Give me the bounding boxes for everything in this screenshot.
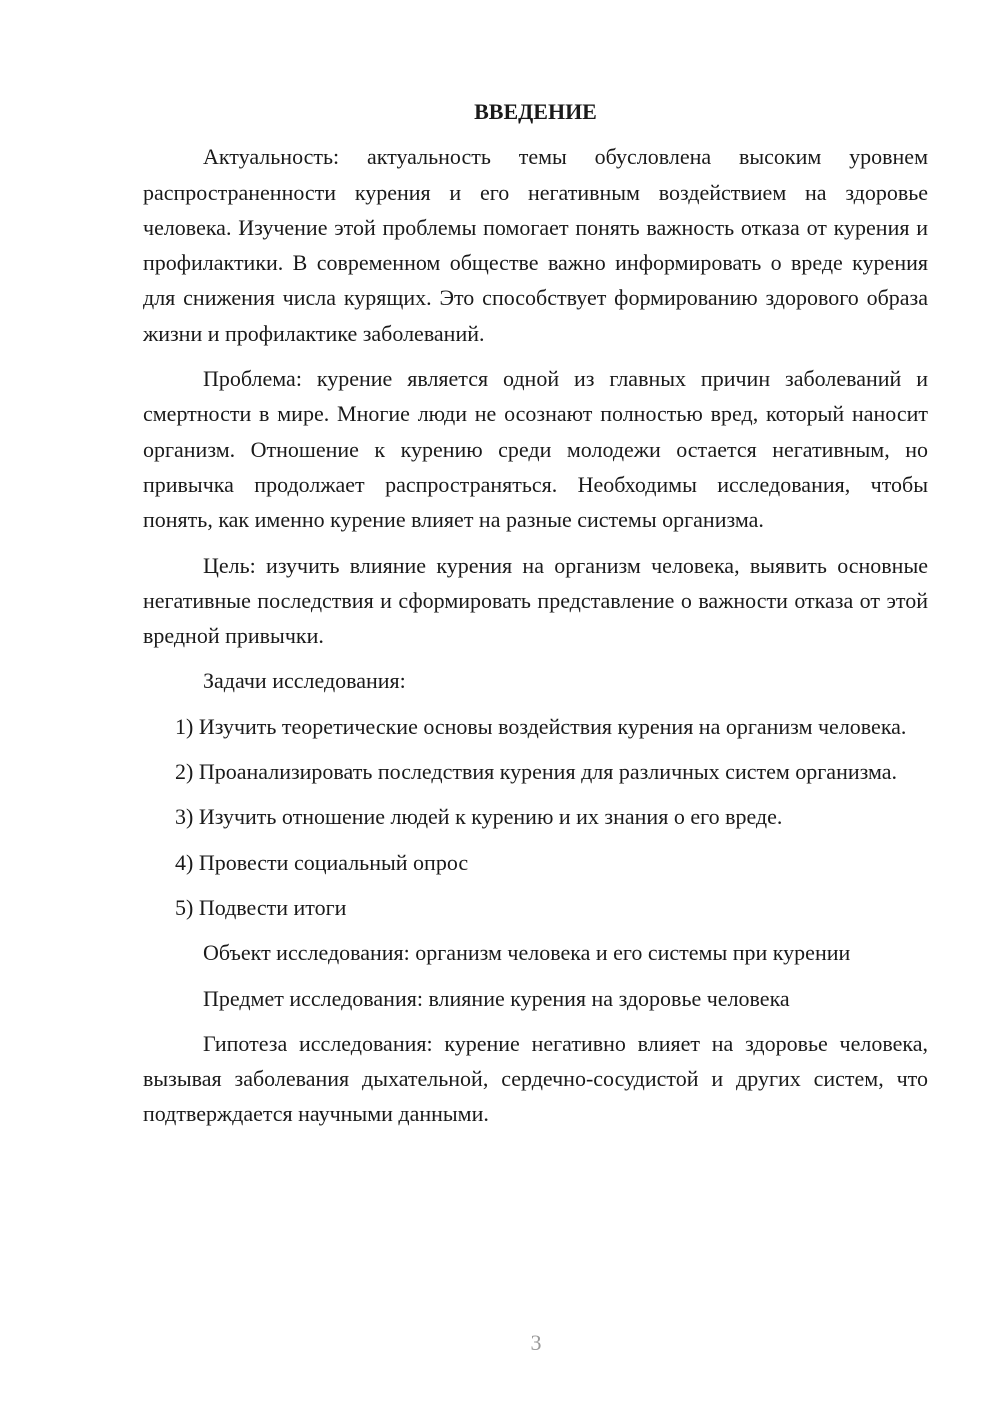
tasks-title: Задачи исследования:: [203, 668, 406, 694]
hypothesis-paragraph: Гипотеза исследования: курение негативно влияет на здоровье человека, вызывая заболевания дыхательной, сердечно-сосудистой и других систем, что подтверждается научными данными.: [143, 1030, 928, 1127]
relevance-paragraph: Актуальность: актуальность темы обусловлена высоким уровнем распространенности курения и его негативным воздействием на здоровье человека. Изучение этой проблемы помогает понять важность отказа от курения и профилактики. В современном обществе важно информировать о вреде курения для снижения числа курящих. Это способствует формированию здорового образа жизни и профилактике заболеваний.: [143, 144, 928, 346]
page-content: [143, 94, 928, 1142]
subject-paragraph: Предмет исследования: влияние курения на здоровье человека: [203, 985, 790, 1011]
task-item-1: 1) Изучить теоретические основы воздействия курения на организм человека.: [175, 713, 907, 739]
object-paragraph: Объект исследования: организм человека и его системы при курении: [203, 940, 851, 966]
task-item-4: 4) Провести социальный опрос: [175, 849, 469, 875]
section-heading: ВВЕДЕНИЕ: [474, 99, 597, 124]
task-item-3: 3) Изучить отношение людей к курению и их знания о его вреде.: [175, 804, 783, 830]
task-item-5: 5) Подвести итоги: [175, 894, 347, 920]
page-number: 3: [530, 1330, 542, 1355]
goal-paragraph: Цель: изучить влияние курения на организм человека, выявить основные негативные последствия и сформировать представление о важности отказа от этой вредной привычки.: [143, 552, 928, 649]
problem-paragraph: Проблема: курение является одной из главных причин заболеваний и смертности в мире. Многие люди не осознают полностью вред, который наносит организм. Отношение к курению среди молодежи остается негативным, но привычка продолжает распространяться. Необходимы исследования, чтобы понять, как именно курение влияет на разные системы организма.: [143, 366, 928, 533]
task-item-2: 2) Проанализировать последствия курения для различных систем организма.: [175, 759, 898, 785]
